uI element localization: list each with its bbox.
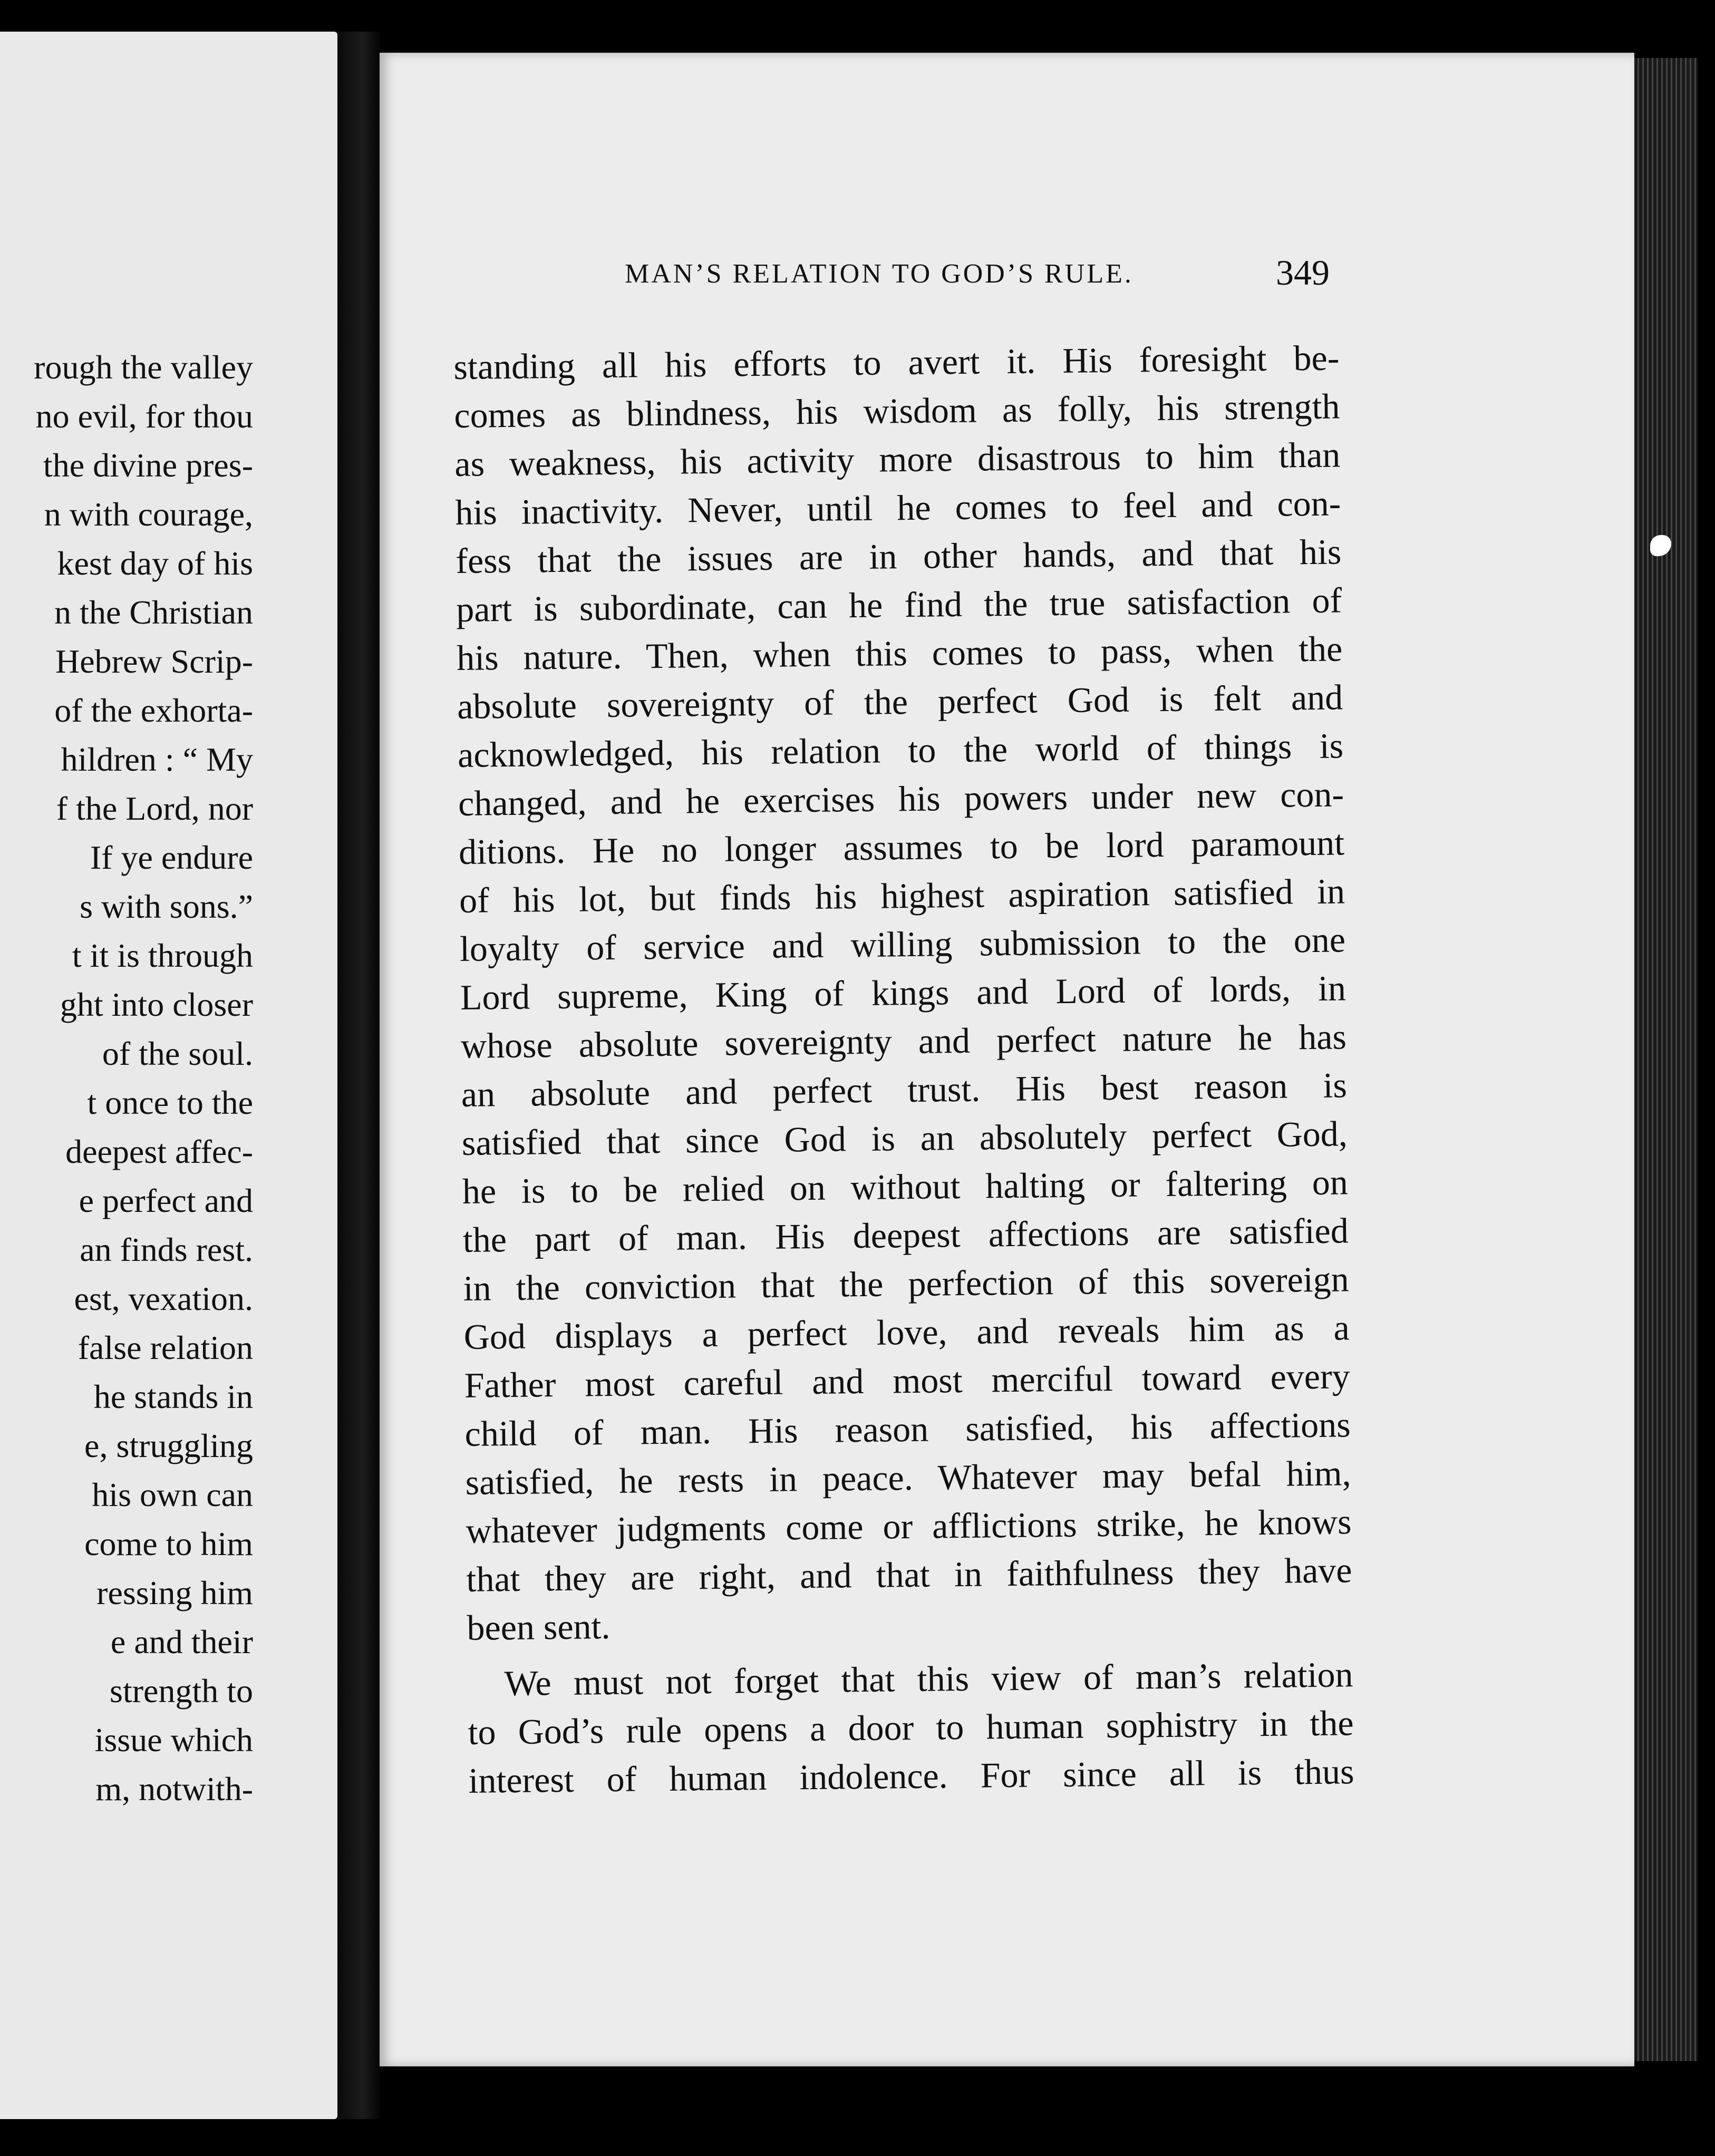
body-text (453, 333, 1354, 1804)
left-page-line: his own can (92, 1476, 253, 1513)
left-page-line: e perfect and (79, 1182, 253, 1219)
left-page-line: an finds rest. (80, 1231, 253, 1268)
body-line: loyalty of service and willing submission to the one (459, 919, 1346, 969)
left-page-line: false relation (77, 1329, 253, 1366)
body-line: part is subordinate, can he find the true satisfaction of (456, 580, 1342, 629)
body-line: absolute sovereignty of the perfect God is felt and (457, 677, 1343, 726)
body-line: satisfied, he rests in peace. Whatever may befal him, (465, 1453, 1351, 1502)
left-page-line: come to him (84, 1525, 253, 1562)
body-line: Father most careful and most merciful toward every (464, 1356, 1351, 1405)
body-line: interest of human indolence. For since all is thus (468, 1751, 1354, 1801)
left-page-line: Hebrew Scrip- (55, 643, 253, 680)
body-line: of his lot, but finds his highest aspiration satisfied in (459, 871, 1345, 920)
page-edges (1634, 58, 1698, 2061)
body-line: God displays a perfect love, and reveals him as a (463, 1307, 1350, 1357)
left-page-line: issue which (94, 1721, 253, 1759)
body-line: his nature. Then, when this comes to pass, when the (456, 628, 1343, 678)
body-line: We must not forget that this view of man’s relation (504, 1654, 1353, 1704)
left-page-text (0, 343, 253, 1813)
left-page-line: m, notwith- (95, 1770, 253, 1808)
body-line: ditions. He no longer assumes to be lord paramount (458, 822, 1345, 872)
body-line: been sent. (467, 1606, 611, 1648)
left-page-line: strength to (110, 1672, 253, 1710)
body-line: fess that the issues are in other hands, and that his (455, 531, 1342, 581)
book-gutter (337, 32, 380, 2119)
body-line: comes as blindness, his wisdom as folly, his strength (454, 386, 1340, 435)
left-page-line: ressing him (96, 1574, 253, 1611)
left-page-line: kest day of his (57, 545, 253, 582)
left-page-line: f the Lord, nor (56, 790, 253, 827)
left-page-line: no evil, for thou (35, 397, 253, 435)
left-page-line: n the Christian (54, 594, 253, 631)
body-line: to God’s rule opens a door to human sophistry in the (468, 1703, 1354, 1752)
left-page-line: e and their (110, 1623, 253, 1660)
left-page-line: the divine pres- (43, 446, 253, 484)
body-line: standing all his efforts to avert it. His foresight be- (453, 337, 1340, 387)
left-page-line: est, vexation. (74, 1280, 253, 1317)
paragraph-2 (467, 1650, 1354, 1805)
running-head: MAN’S RELATION TO GOD’S RULE. (625, 259, 1133, 289)
left-page-line: If ye endure (90, 839, 253, 876)
left-page-line: e, struggling (84, 1427, 253, 1464)
body-line: whose absolute sovereignty and perfect nature he has (460, 1016, 1347, 1066)
left-page-line: hildren : “ My (61, 741, 253, 778)
body-line: acknowledged, his relation to the world of things is (457, 725, 1344, 775)
page-number: 349 (1276, 252, 1330, 293)
body-line: whatever judgments come or afflictions strike, he knows (466, 1501, 1352, 1551)
left-page-line: of the soul. (102, 1035, 253, 1072)
body-line: changed, and he exercises his powers under new con- (458, 774, 1344, 823)
body-line: an absolute and perfect trust. His best reason is (461, 1065, 1348, 1114)
body-line: the part of man. His deepest affections are satisfied (462, 1210, 1349, 1260)
left-page-line: of the exhorta- (54, 692, 253, 729)
paragraph-1 (453, 333, 1353, 1652)
left-page-line: ght into closer (60, 986, 253, 1023)
left-page-line: he stands in (93, 1378, 253, 1415)
left-page-line: n with courage, (44, 496, 253, 533)
left-page-line: s with sons.” (80, 888, 253, 925)
body-line: as weakness, his activity more disastrous to him than (454, 434, 1341, 484)
body-line: he is to be relied on without halting or faltering on (462, 1162, 1349, 1211)
left-page (0, 32, 337, 2119)
body-line: that they are right, and that in faithfulness they have (466, 1550, 1352, 1599)
left-page-line: deepest affec- (65, 1133, 253, 1170)
left-page-line: t it is through (72, 937, 253, 974)
body-line: in the conviction that the perfection of this sovereign (463, 1259, 1350, 1308)
body-line: satisfied that since God is an absolutely perfect God, (461, 1113, 1348, 1163)
body-line: his inactivity. Never, until he comes to feel and con- (454, 483, 1341, 532)
body-line: Lord supreme, King of kings and Lord of lords, in (460, 968, 1346, 1017)
left-page-line: t once to the (87, 1084, 253, 1121)
left-page-line: rough the valley (34, 348, 253, 386)
body-line: child of man. His reason satisfied, his affections (464, 1404, 1351, 1454)
